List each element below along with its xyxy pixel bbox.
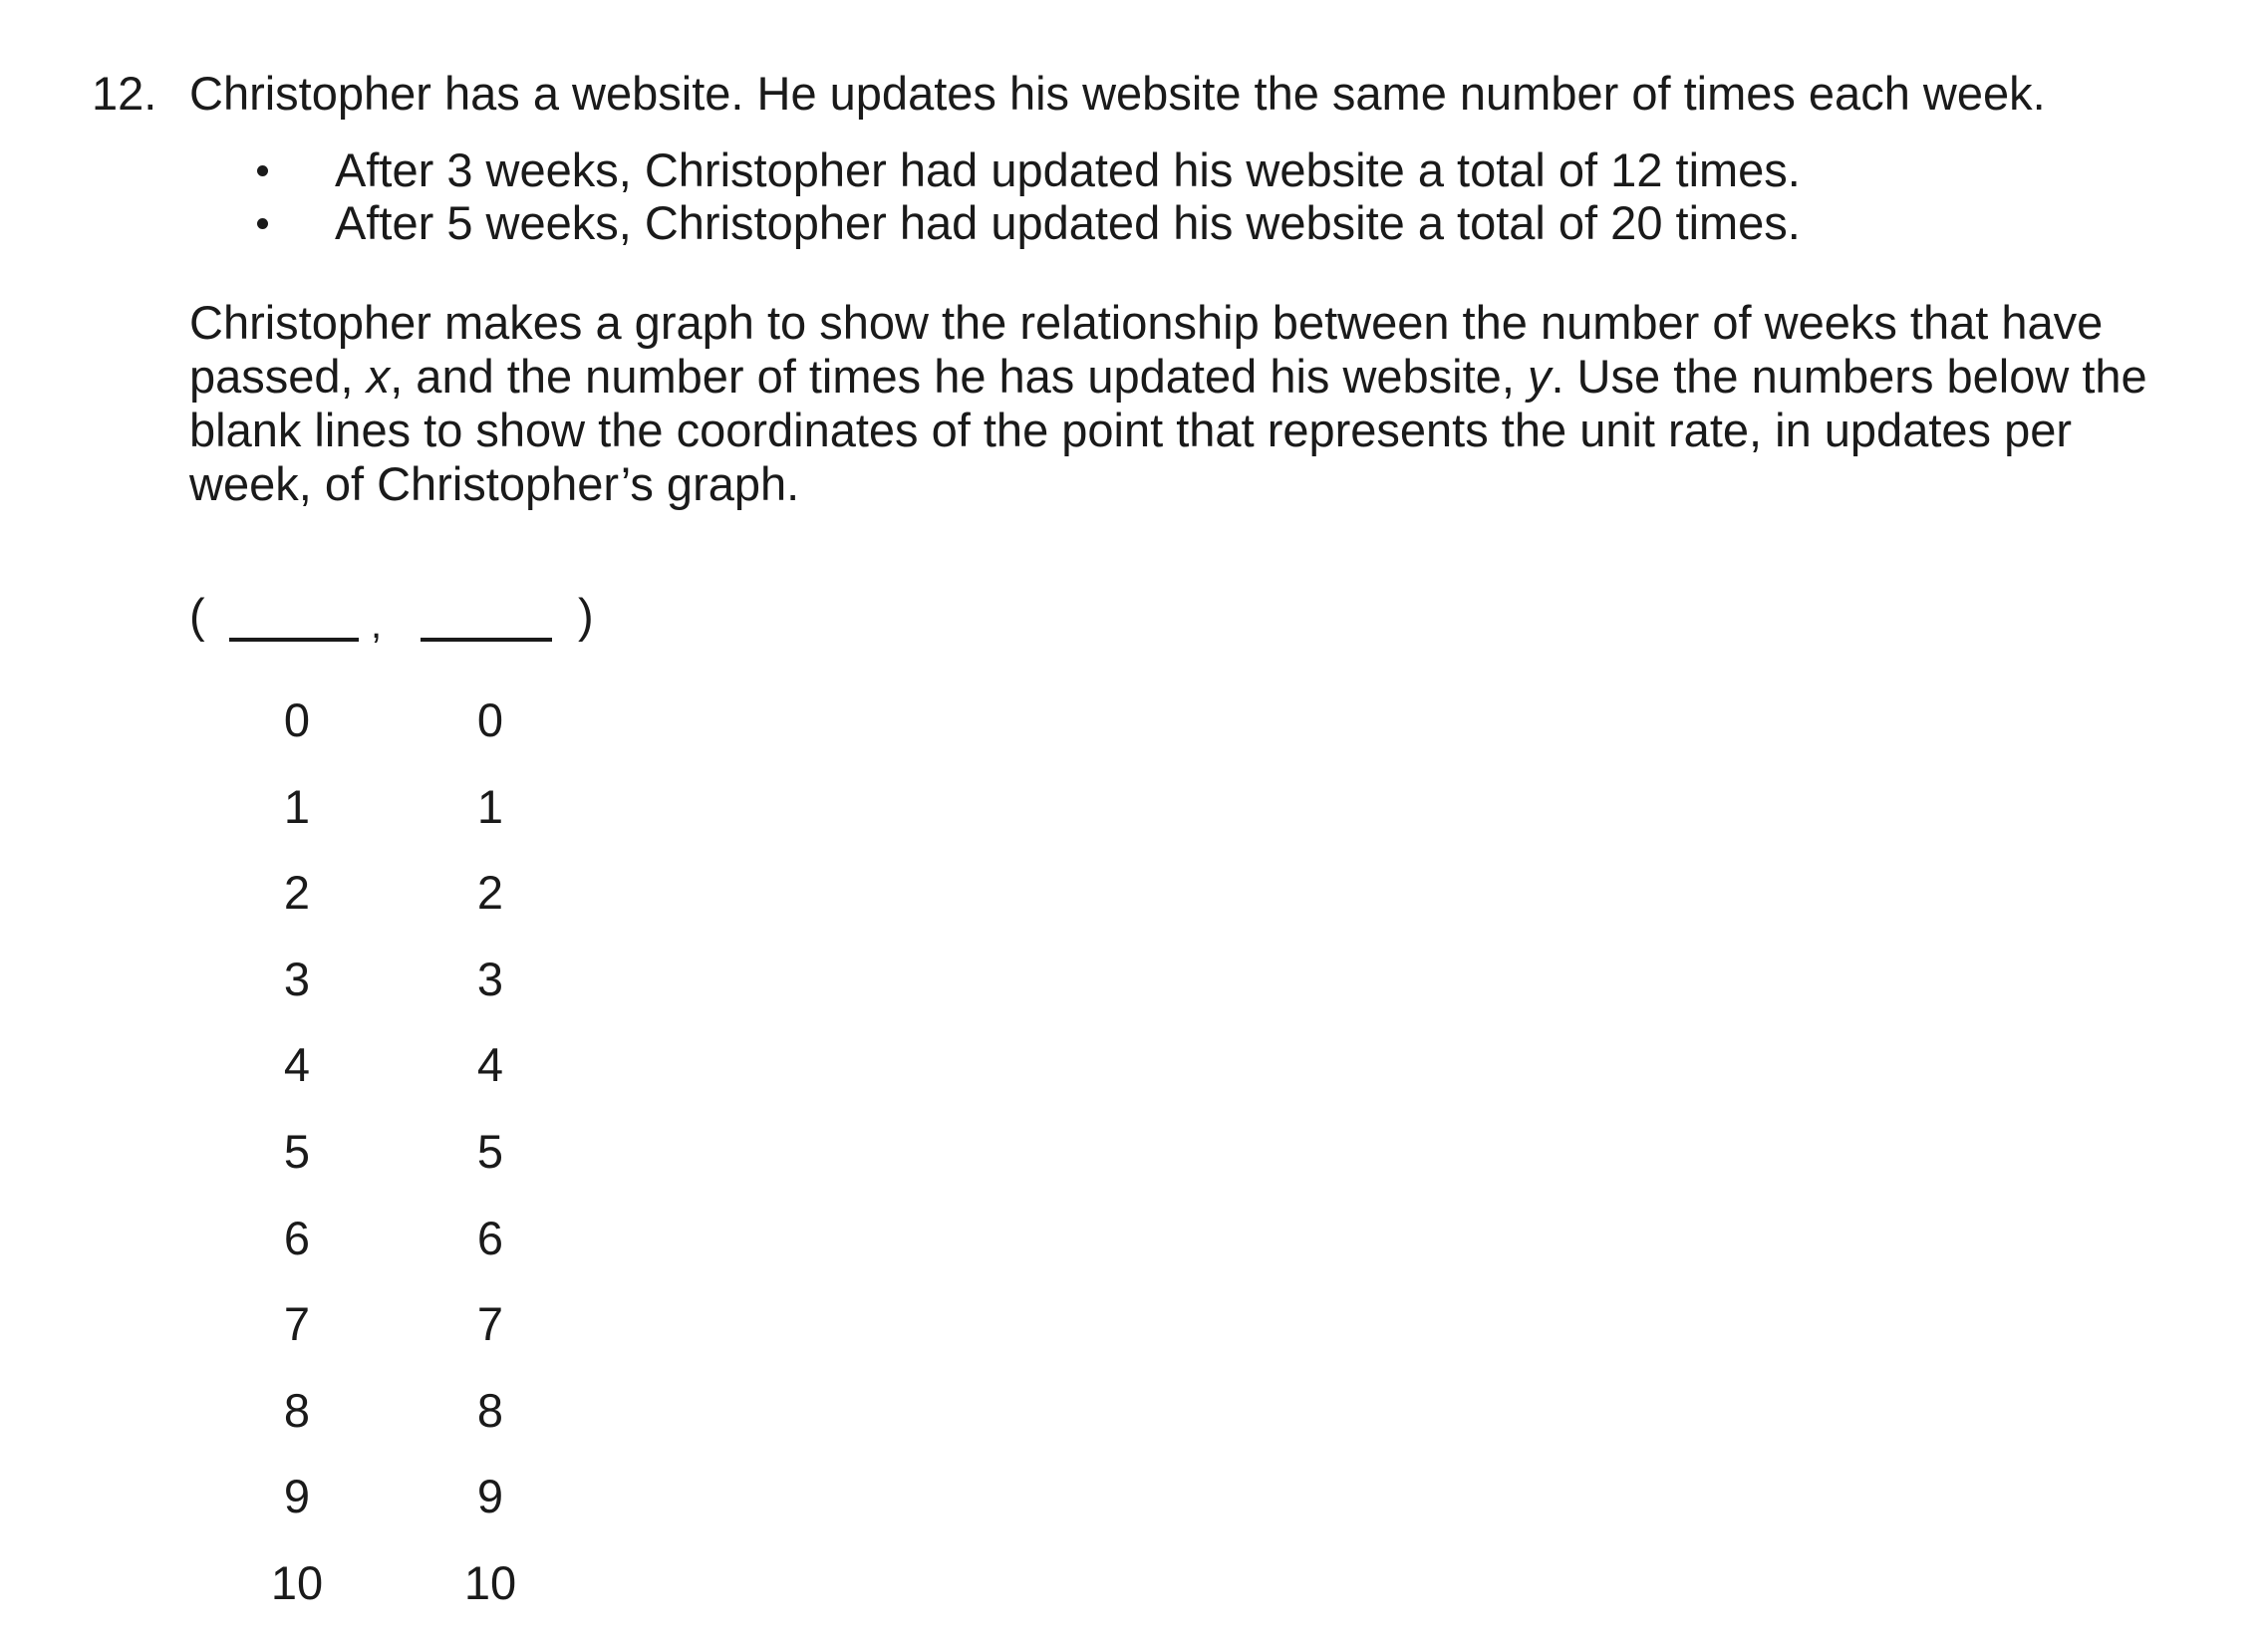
bullet-icon — [257, 165, 268, 176]
x-option[interactable]: 1 — [283, 779, 311, 833]
x-option[interactable]: 7 — [283, 1297, 311, 1351]
y-option[interactable]: 9 — [476, 1470, 504, 1523]
y-option[interactable]: 1 — [476, 779, 504, 833]
x-option[interactable]: 6 — [283, 1211, 311, 1264]
given-fact-text: After 3 weeks, Christopher had updated his website a total of 12 times. — [335, 143, 1801, 196]
y-options-column — [450, 692, 530, 1642]
instructions-paragraph — [189, 296, 2212, 511]
variable-y: y — [1527, 350, 1552, 403]
x-option[interactable]: 0 — [283, 693, 311, 746]
x-answer-blank[interactable] — [229, 638, 359, 642]
given-fact — [257, 196, 1801, 249]
question-stem: Christopher has a website. He updates his website the same number of times each week. — [189, 67, 2046, 120]
instructions-line: Christopher makes a graph to show the relationship between the number of weeks that have — [189, 296, 2104, 349]
question-number: 12. — [92, 67, 157, 120]
given-facts-list — [257, 143, 1801, 249]
y-option[interactable]: 10 — [463, 1555, 517, 1609]
y-option[interactable]: 3 — [476, 952, 504, 1005]
x-option[interactable]: 2 — [283, 866, 311, 920]
bullet-icon — [257, 218, 268, 229]
y-option[interactable]: 7 — [476, 1297, 504, 1351]
x-option[interactable]: 10 — [270, 1555, 324, 1609]
y-option[interactable]: 6 — [476, 1211, 504, 1264]
variable-x: x — [366, 350, 391, 403]
y-option[interactable]: 2 — [476, 866, 504, 920]
comma: , — [371, 603, 383, 647]
open-paren: ( — [189, 589, 205, 642]
x-option[interactable]: 5 — [283, 1124, 311, 1178]
x-option[interactable]: 3 — [283, 952, 311, 1005]
y-option[interactable]: 5 — [476, 1124, 504, 1178]
y-option[interactable]: 4 — [476, 1038, 504, 1092]
x-option[interactable]: 9 — [283, 1470, 311, 1523]
y-option[interactable]: 8 — [476, 1383, 504, 1437]
x-options-column — [257, 692, 337, 1642]
given-fact — [257, 143, 1801, 196]
x-option[interactable]: 8 — [283, 1383, 311, 1437]
instructions-line: week, of Christopher’s graph. — [189, 457, 800, 510]
x-option[interactable]: 4 — [283, 1038, 311, 1092]
given-fact-text: After 5 weeks, Christopher had updated his website a total of 20 times. — [335, 196, 1801, 249]
y-answer-blank[interactable] — [421, 638, 552, 642]
instructions-line: passed, x, and the number of times he has updated his website, y. Use the numbers below the — [189, 350, 2147, 403]
instructions-line: blank lines to show the coordinates of the point that represents the unit rate, in updates per — [189, 404, 2073, 456]
close-paren: ) — [578, 589, 594, 642]
y-option[interactable]: 0 — [476, 693, 504, 746]
